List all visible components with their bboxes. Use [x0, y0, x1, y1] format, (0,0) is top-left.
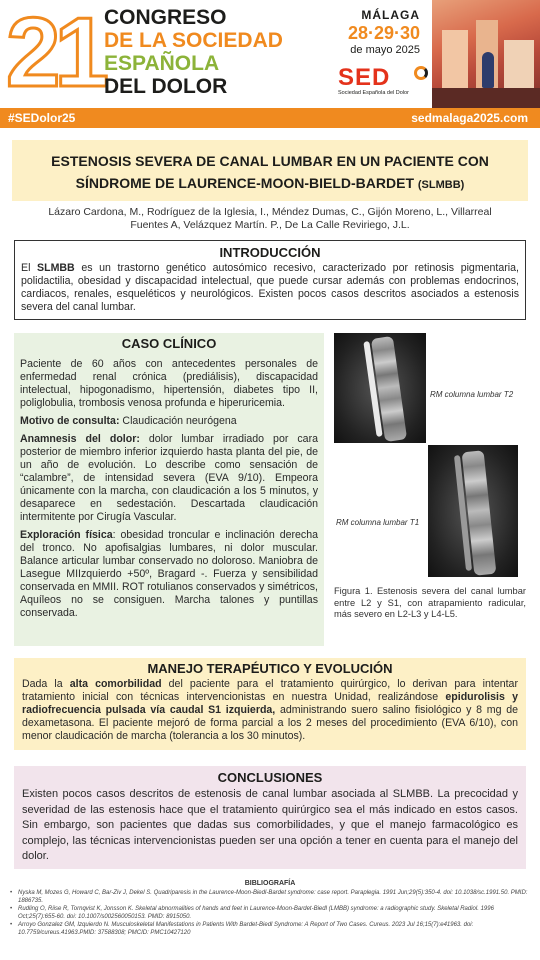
sed-logo — [338, 66, 434, 96]
manejo-bold-2: epidurolisis y radiofrecuencia pulsada vía caudal S1 izquierda, — [22, 691, 518, 716]
title-abbreviation: (SLMBB) — [417, 179, 465, 191]
section-introduccion — [14, 240, 526, 320]
manejo-text-2: del paciente para el tratamiento quirúrgico, lo derivan para intentar tratamiento inicial con técnicas intervencionistas en nuestra Unidad, realizándose — [22, 678, 518, 703]
anamnesis-label: Anamnesis del dolor: — [20, 433, 140, 445]
illustration-figure — [482, 52, 494, 88]
intro-bold: SLMBB — [37, 262, 75, 274]
website-link[interactable]: sedmalaga2025.com — [411, 111, 528, 125]
illustration-ground — [432, 88, 540, 108]
title-line-2 — [12, 172, 528, 196]
mri-t2-caption: RM columna lumbar T2 — [430, 390, 514, 399]
reference-list — [10, 889, 530, 937]
congress-line-3: ESPAÑOLA — [104, 52, 220, 75]
intro-text: es un trastorno genético autosómico recesivo, caracterizado por retinosis pigmentaria, polidactilia, obesidad y discapacidad intelectual, que puede cursar además con problemas endocrinos, cardiacos, renales, esqueléticos y neurológicos. Existen pocos casos descritos asociados a estenosis severa del canal lumbar. — [21, 262, 519, 313]
authors-line-2: Fuentes A, Velázquez Martín. P., De La Calle Reviriego, J.L. — [130, 219, 410, 231]
header-band — [0, 108, 540, 128]
congress-line-2: DE LA SOCIEDAD — [104, 29, 283, 52]
venue-days: 28·29·30 — [347, 23, 420, 43]
sed-logo-subtitle: Sociedad Española del Dolor — [338, 90, 409, 96]
caso-paragraph-history: Paciente de 60 años con antecedentes personales de enfermedad renal crónica (prediálisis), discapacidad intelectual, hipogonadismo, hipertensión, diabetes tipo II, poliglobulia, trombosis venosa profunda e hiperuricemia. — [20, 358, 318, 409]
exploracion-label: Exploración física — [20, 529, 113, 541]
sed-logo-text: SED — [338, 64, 391, 91]
reference-item: • Nyska M, Mozes G, Howard C, Bar-Ziv J, Dekel S. Quadriparesis in the Laurence-Moon-Biedl-Bardet syndrome: case report. Paraplegia. 1991 Jun;29(5):350-4. doi: 10.1038/sc.1991.50. PMID: 1886735. — [10, 889, 530, 905]
caso-paragraph-exploracion — [20, 529, 318, 620]
title-line-2-text: SÍNDROME DE LAURENCE-MOON-BIELD-BARDET — [75, 175, 414, 191]
conclusiones-paragraph: Existen pocos casos descritos de estenosis de canal lumbar asociada al SLMBB. La precocidad y severidad de las estenosis hace que el tratamiento quirúrgico sea el más indicado en estos casos. Sin embargo, son pacientes que dadas sus comorbilidades, y que el manejo farmacológico es complejo, las técnicas intervencionistas pueden ser una opción a tener en cuenta para el manejo del dolor. — [22, 788, 518, 862]
congress-name — [104, 6, 283, 98]
caso-paragraph-motivo — [20, 415, 318, 428]
congress-line-1: CONGRESO — [104, 6, 227, 29]
venue-dates — [328, 8, 420, 56]
section-manejo — [14, 658, 526, 750]
section-heading-conclusiones: CONCLUSIONES — [217, 770, 323, 785]
authors-line-1: Lázaro Cardona, M., Rodríguez de la Iglesia, I., Méndez Dumas, C., Gijón Moreno, L., Villarreal — [48, 206, 492, 218]
congress-number: 21 — [6, 0, 104, 107]
exploracion-text: : obesidad troncular e inclinación derecha del tronco. No apofisalgias lumbares, ni dolor muscular. Balance articular lumbar conservado no doloroso. Maniobra de Lasegue MIIzquierdo +50º, Bragard -. Fuerza y sensibilidad conservada en MMII. ROT rotulianos conservados y simétricos, Aquíleos no se consiguen. Marcha talones y puntillas conservada. — [20, 529, 318, 619]
reference-item: • Arroyo Gonzalez GM, Izquierdo N. Musculoskeletal Manifestations in Patients With Bardet-Biedl Syndrome: A Report of Two Cases. Cureus. 2023 Jul 16;15(7):e41963. doi: 10.7759/cureus.41963.PMID: 37588308; PMCID: PMC10427120 — [10, 921, 530, 937]
figure-caption: Figura 1. Estenosis severa del canal lumbar entre L2 y S1, con atrapamiento radicular, más severo en L2-L3 y L4-L5. — [334, 586, 526, 619]
manejo-text-3: administrando suero salino fisiológico y 8 mg de dexametasona. El paciente mejoró de forma parcial a los 2 meses del procedimiento (EVA 6/10), con menor claudicación de marcha (tolerancia a los 30 minutos). — [22, 704, 518, 742]
congress-line-4: DEL DOLOR — [104, 75, 228, 98]
malaga-illustration — [432, 0, 540, 108]
authors — [20, 206, 520, 232]
section-heading-introduccion: INTRODUCCIÓN — [219, 245, 321, 260]
venue-month: de mayo 2025 — [350, 44, 420, 56]
intro-paragraph — [21, 262, 519, 314]
mri-t1-caption: RM columna lumbar T1 — [336, 518, 420, 527]
section-heading-caso-clinico: CASO CLÍNICO — [121, 336, 217, 351]
sed-logo-mark-icon — [414, 66, 428, 80]
mri-t2-image — [334, 333, 426, 443]
title-line-1: ESTENOSIS SEVERA DE CANAL LUMBAR EN UN PACIENTE CON — [51, 153, 489, 169]
caso-paragraph-anamnesis — [20, 433, 318, 524]
reference-item: • Rudling O, Riise R, Tornqvist K, Jonsson K. Skeletal abnormalities of hands and feet in Laurence-Moon-Bardet-Biedl (LMBB) syndrome: a radiographic study. Skeletal Radiol. 1996 Oct;25(7):655-60. doi: 10.1007/s002560050153. PMID: 8915050. — [10, 905, 530, 921]
section-heading-bibliografia: BIBLIOGRAFÍA — [244, 880, 296, 887]
motivo-text: Claudicación neurógena — [119, 415, 237, 427]
hashtag: #SEDolor25 — [8, 111, 76, 125]
congress-header — [0, 0, 540, 108]
motivo-label: Motivo de consulta: — [20, 415, 120, 427]
venue-city: MÁLAGA — [361, 8, 420, 22]
section-heading-manejo: MANEJO TERAPÉUTICO Y EVOLUCIÓN — [147, 661, 393, 676]
section-conclusiones — [14, 766, 526, 869]
anamnesis-text: dolor lumbar irradiado por cara posterior de miembro inferior izquierdo hasta planta del pie, de un año de evolución. Lo describe como sensación de “calambre”, de intensidad severa (EVA 9/10). Empeora únicamente con la marcha, con claudicación a los 5 minutos, y desaparece en sedestación. Descartada claudicación intermitente por Cirugía Vascular. — [20, 433, 318, 523]
mri-t1-image — [428, 445, 518, 577]
manejo-text-1: Dada la — [22, 678, 70, 690]
poster-title — [12, 140, 528, 201]
section-caso-clinico — [14, 333, 324, 646]
illustration-building — [442, 30, 468, 90]
section-bibliografia — [10, 880, 530, 937]
manejo-paragraph — [22, 678, 518, 743]
illustration-building — [504, 40, 534, 90]
manejo-bold-1: alta comorbilidad — [69, 678, 162, 690]
intro-lead: El — [21, 262, 31, 274]
